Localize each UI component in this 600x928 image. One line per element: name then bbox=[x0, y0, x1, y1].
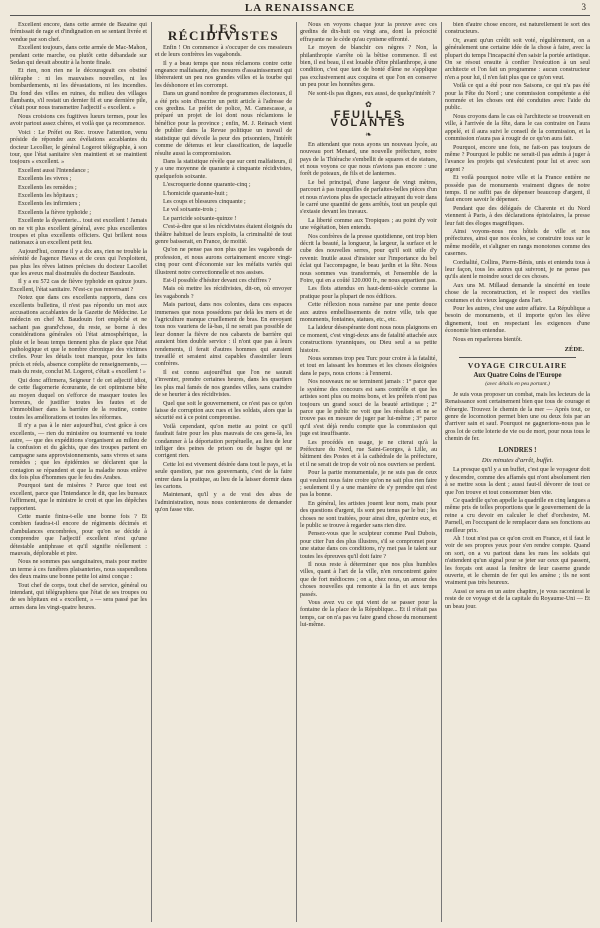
paragraph: Aussi ce sera en un autre chapitre, je vous raconterai le reste de ce voyage et de la capitale du Royaume-Uni — Et un beau jour. bbox=[445, 588, 590, 610]
section-rule bbox=[459, 357, 576, 358]
article-signature: ZÉDE. bbox=[564, 346, 584, 354]
paragraph: Ah ! tout n'est pas ce qu'on croit en France, et il faut le voir de ses propres yeux pour s'en rendre compte. Quand on sort, on a vu partout dans les rues les soldats qui n'attendent qu'un signal pour se jeter sur ceux qui passent, les forçats ont aussi la fenêtre de leur caserne grande ouverte, et le chemin de fer qui les amène ; ils ne sont vraiment pas très heureux. bbox=[445, 536, 590, 587]
paragraph: Qu'on ne pense pas non plus que les vagabonds de profession, et nous aurons certainement encore vingt-cinq pour cent d'économie sur les méfaits variés qui illustrent notre correctionnelle et nos assises. bbox=[155, 247, 292, 276]
column-3-bottom-body bbox=[300, 142, 437, 630]
paragraph: Pendant que des délégués de Charente et du Nord viennent à Paris, à des déclarations épistolaires, la presse leur fait des éloges magnifiques. bbox=[445, 205, 590, 227]
paragraph: Dans la statistique révèle que sur cent malfaiteurs, il y a une moyenne de quarante à cinquante récidivistes, quelquefois soixante. bbox=[155, 158, 292, 180]
paragraph: Ne sont-ils pas dignes, eux aussi, de quelqu'intérêt ? bbox=[308, 90, 436, 97]
paragraph: En général, les artistes jouent leur nom, mais pour des questions d'argent, ils sont peu tenus par le but ; les choses ne sont traitées, pour ainsi dire, qu'entre eux, et le public se trouve à regarder sans rien dire. bbox=[300, 500, 437, 529]
paragraph: Notez que dans ces excellents rapports, dans ces excellents bulletins, il n'est pas répondu un mot aux accusations accablantes de la Gazette de Médecine. Le médecin en chef M. Baudouin fort empêché et ne sachant pas grand'chose, du reste, se borne à des considérations générales où l'état atmosphérique, la pluie et le beau temps tiennent plus de place que l'état pathologique et que le nombre chronique des victimes civiles. Pour les détails tout manque, pour les faits précis et réels, absence complète de renseignements, — mais du reste, conclut M. Logerot, c'était « excellent ! » bbox=[10, 295, 147, 376]
paragraph: Cette réflexion nous ramène par une pente douce aux autres embellissements de notre ville, tels que monuments, fontaines, statues, etc., etc. bbox=[300, 302, 437, 324]
paragraph: Le bel principal, d'une largeur de vingt mètres, parcourt à pas tranquilles de parfaites-belles pièces d'un et nous n'avions plus de spectacle attrayant du voir dans le carré une quantité de gens arrêtés, tout un peuple qui s'extasie devant les travaux. bbox=[300, 179, 437, 216]
paragraph: Qui donc affirmera, Seigneur ! de cet adjectif idiot, de cette flagornerie écœurante, de cet optimisme bête au moyen duquel on s'efforce de masquer toutes les horreurs, de justifier toutes les fautes et de s'immobiliser dans la barrière de la routine, contre toutes les améliorations et toutes les réformes. bbox=[10, 377, 147, 421]
article-intro: Je suis vous proposer un combat, mais les lecteurs de la Renaissance sont certainement bien que tous de courage et d'énergie. Trouvez le chemin de la mer — Après tout, ce genre de locomotion permet bien une ou deux fois par an d'arriver sain et sauf. Pourquoi ne gagnerions-nous pas le gros lot de cette loterie de vie ou de mort, pour nous tous le chemin de fer. bbox=[445, 391, 590, 443]
column-divider bbox=[151, 22, 152, 922]
paragraph: Excellents les remèdes ; bbox=[18, 184, 77, 191]
column-divider bbox=[296, 22, 297, 922]
paragraph: Aux uns M. Millaud demande la sincérité en toute chose de la reconstruction, et le respect des vieilles coutumes et du vieux langage dans l'art. bbox=[445, 282, 590, 304]
column-4-bottom-body bbox=[445, 467, 590, 611]
paragraph: L'escroquerie donne quarante-cinq ; bbox=[163, 182, 251, 189]
article-title-voyage: VOYAGE CIRCULAIRE bbox=[467, 361, 568, 371]
column-1-body bbox=[10, 22, 147, 612]
paragraph: Ainsi voyons-nous nos hôtels de ville et nos préfectures, ainsi que nos écoles, se construire tous sur le même modèle, et s'aligner en rangs monotones comme des casernes. bbox=[445, 228, 590, 258]
paragraph: Le vol soixante-trois ; bbox=[163, 207, 217, 214]
paragraph: Cette loi est vivement désirée dans tout le pays, et la seule question, par nos gouvernants, c'est de la faire entrer dans la pratique, au lieu de la laisser dormir dans les cartons. bbox=[155, 461, 292, 490]
paragraph: Nous en voyons chaque jour la preuve avec ces gredins de dix-huit ou vingt ans, dont la précocité effrayante ne le cède qu'au cynisme effronté. bbox=[300, 22, 437, 43]
article-note: (avec détails en peu portant.) bbox=[485, 381, 550, 388]
paragraph: Nous en reparlerons bientôt. bbox=[453, 336, 523, 343]
paragraph: Enfin ! On commence à s'occuper de ces messieurs et de leurs confrères les vagabonds. bbox=[155, 44, 292, 59]
paragraph: Nous sommes trop peu Turc pour croire à la fatalité, et tout en laissant les hommes et les choses éloignées dans le pays, nous crions : à l'ennemi. bbox=[300, 356, 437, 377]
column-2 bbox=[155, 22, 292, 922]
paragraph: Tout chef de corps, tout chef de service, général ou intendant, qui télégraphiera que l'état de ses troupes ou de ses hôpitaux est « excellent, » — sera passé par les armes dans les vingt-quatre heures. bbox=[10, 582, 147, 611]
paragraph: Aujourd'hui, comme il y a dix ans, rien ne trouble la sérénité de l'agence Havas et de ceux qui l'exploitent, pas plus les rêves latines précises du docteur Lacollet que les aveux mal dissimulés du docteur Baudouin. bbox=[10, 248, 147, 277]
column-divider bbox=[441, 22, 442, 922]
column-2-body bbox=[155, 45, 292, 515]
paragraph: Excellent encore, dans cette armée de Bazaine qui frémissait de rage et d'indignation en se sentant livrée et vendue par son chef. bbox=[10, 22, 147, 43]
paragraph: Pourquoi, encore une fois, ne fait-on pas toujours de même ? Pourquoi le public ne serait-il pas admis à juger à l'avance les projets qui s'exécutent pour lui et avec son argent ? bbox=[445, 144, 590, 173]
column-4 bbox=[445, 22, 590, 922]
paragraph: Excellent toujours, dans cette armée de Mac-Mahon, pendant cette marche, ou plutôt cette débandade sur Sedan qui devait aboutir à la honte finale. bbox=[10, 45, 147, 67]
paragraph: Mais partout, dans nos colonies, dans ces espaces immenses que nous possédons par delà les mers et de l'agriculture manque cruellement de bras. En envoyant tous nos vauriens de là-bas, il ne serait pas possible de leur donner la fièvre de nos cabarets de barrière qui auraient bien double service : il n'ont que pas à leurs rendements, il ferait d'autres hommes qui auraient travaillé et seraient ainsi capables d'assimiler leurs confrères. bbox=[155, 302, 292, 368]
paragraph: Excellente la dysenterie... tout est excellent ! Jamais on ne vit plus excellent général, avec plus excellentes troupes et plus excellents officiers. Qui brillent nous nationaux à un excellent petit feu. bbox=[10, 218, 147, 247]
paragraph: Nos nouveaux ne se terminent jamais : 1° parce que le système des concours est sans contrôle et que les artistes sont plus ou moins bons, et les préfets n'ont pas toujours un grand souci de la beauté artistique ; 2° parce que le public ne voit que les résultats et ne se trouve pas en mesure de juger par lui-même ; 3° parce qu'il s'est déjà rendu compte que la commission qui juge est insuffisante. bbox=[300, 379, 437, 438]
paragraph: Le moyen de blanchir ces nègres ? Non, la philanthropie s'arrête où la bêtise commence. Il est bien, il est beau, il est louable d'être philanthrope, à une condition, c'est que tant de bonté d'âme ne s'applique pas exclusivement aux coquins et que l'on en conserve un peu pour les honnêtes gens. bbox=[300, 45, 437, 89]
paragraph: La laideur désespérante dont nous nous plaignons en ce moment, c'est vingt-deux ans de fatalité attachée aux constructions tyranniques, ou Dieu seul a sa petite histoire. bbox=[300, 325, 437, 354]
paragraph: Cette manie finira-t-elle une bonne fois ? Et combien faudra-t-il encore de régiments décimés et d'ambulances encombrées, pour qu'on se décide à comprendre que l'adjectif excellent n'est qu'une détestable antiphrase et qu'il signifie réellement : mauvais, déplorable et pire. bbox=[10, 514, 147, 558]
paragraph: Dans un grand nombre de programmes électoraux, il a été pris soin d'inscrire un petit article à l'adresse de ces gredins. Le préfet de police, M. Camescasse, a préparé un projet de loi dont nous réclamions le bénéfice pour la province ; enfin, M. J. Reinach vient de publier dans la Revue politique un travail de statistique qui dévoile la peur des prisonniers, l'intérêt comme de détenus et leur classification, de laquelle résulte aussi la compromission. bbox=[155, 91, 292, 157]
newspaper-title: LA RENAISSANCE bbox=[244, 2, 356, 14]
paragraph: bien d'autre chose encore, est naturellement le sort des constructeurs. bbox=[445, 22, 590, 36]
page-number: 3 bbox=[581, 2, 586, 12]
paragraph: Les procédés en usage, je ne citerai qu'à la Préfecture du Nord, rue Saint-Georges, à Lille, au bâtiment des Postes et à la cathédrale de la préfecture, et il ne serait de trop de voir où nos ouvriers se perdent. bbox=[300, 439, 437, 468]
paragraph: Mais où mettre les récidivistes, dit-on, où envoyer les vagabonds ? bbox=[155, 286, 292, 300]
paragraph: Il n'y a pas à le nier aujourd'hui, c'est grâce à ces excellents, — rien du ministère ou tourmenté vu toute autre, — que des expéditions s'organisent au milieu de la confusion et du gâchis, que des troupes partent en campagne sans approvisionnements, sans vivres et sans remèdes ; que les épidémies se déclarent que la contagion se répandent et que la maladie nous enlève dix fois plus d'hommes que le feu des Arabes. bbox=[10, 423, 147, 481]
paragraph: La presque qu'il y a un buffet, c'est que le voyageur doit y descendre, comme des affamés qui n'ont absolument rien à se mettre sous la dent ; aussi faut-il dévorer de tout ce que l'on trouve et tout consommer bien vite. bbox=[445, 467, 590, 496]
paragraph: L'homicide quarante-huit ; bbox=[163, 190, 228, 197]
paragraph: Nous ne sommes pas sanguinaires, mais pour mettre un terme à ces funèbres plaisanteries, nous suspendions des deux mains une bonne petite loi ainsi conçue : bbox=[10, 559, 147, 581]
paragraph: Voilà cependant, qu'on mette au point ce qu'il faudrait faire pour les plus mauvais de ces gens-là, les condamner à la déportation perpétuelle, au lieu de leur infliger des peines de prison ou de bagne qui ne corrigent rien. bbox=[155, 423, 292, 460]
paragraph: Les flots attendus en haut-demi-siècle comme la pratique pour la plupart de nos édifices. bbox=[300, 286, 437, 300]
paragraph: Vous avez vu ce qui vient de se passer pour la fontaine de la place de la République... Et il n'était pas temps, car on n'a pas vu faire grand chose du monument lui-même. bbox=[300, 600, 437, 629]
paragraph: Les coups et blessures cinquante ; bbox=[163, 198, 246, 205]
paragraph: Nous croisions ces fugitives lueurs termes, pour les avoir partout assez chères, et voilà que ça recommence. bbox=[10, 113, 147, 128]
paragraph: La liberté comme aux Tropiques ; au point d'y voir une végétation, bien entendu. bbox=[300, 217, 437, 232]
paragraph: Il nous reste à déterminer que nos plus humbles villes, quant à l'art de la ville, n'en rencontrent guère que de fort médiocres ; on a, chez nous, un amour des choses nouvelles qui remonte à la fin et aux temps passés. bbox=[300, 562, 437, 598]
page-header bbox=[10, 0, 590, 16]
article-title-recidivistes: LES RÉCIDIVISTES bbox=[167, 22, 280, 44]
chapter-heading: Dix minutes d'arrêt, buffet. bbox=[481, 456, 554, 464]
paragraph: Ce quadrille qu'on appelle la quadrille en cinq langues a même pris de telles proportions que le gouvernement de la reine a cru devoir en calculer le chef d'orchestre, M. Parnell, en l'occupant de le remplacer dans ses fonctions au meilleur prix. bbox=[445, 497, 590, 534]
paragraph: Et voilà pourquoi notre ville et la France entière ne possède pas de monuments vraiment dignes de notre temps. Il ne suffit pas de dépenser beaucoup d'argent, il faut encore savoir le dépenser. bbox=[445, 175, 590, 204]
paragraph: Nous croyons dans le cas où l'architecte se trouverait en ville, à l'arrivée de la fête, dans le cas contraire on l'aura appelé, et il aura suivi le conseil de la commission, et la commission n'aura pas à rougir de ce qu'on aura fait. bbox=[445, 113, 590, 143]
paragraph: Voici : Le Préfet ou Rec. trouve l'attention, venu préside de répondre aux évélations accablantes du docteur Lecollier, le général Logerot télégraphie, à son tour, que l'état sanitaire s'en maintient et se maintient toujours « excellent. » bbox=[10, 129, 147, 166]
paragraph: C'est-à-dire que si les récidivistes étaient éloignés du théâtre habituel de leurs exploits, la criminalité de tout genre baisserait, en France, de moitié. bbox=[155, 224, 292, 245]
column-4-top-body bbox=[445, 22, 590, 344]
paragraph: Est-il possible d'hésiter devant ces chiffres ? bbox=[163, 278, 271, 284]
ornament-icon: ✿ bbox=[365, 100, 372, 110]
place-heading: LONDRES ! bbox=[498, 445, 537, 454]
paragraph: Et rien, non rien ne le décourageait ces obstiné téléraphe : ni les mauvaises nouvelles, ni les bombardements, ni les dévastations, ni les incendies. Du fond des villes en ruines, du milieu des villages flambants, s'il restait un dernier fil et une dernière pile, c'était pour nous transmettre l'adjectif « excellent. » bbox=[10, 68, 147, 112]
paragraph: Excellents la fièvre typhoïde ; bbox=[18, 209, 92, 216]
article-title-feuilles-volantes: FEUILLES VOLANTES bbox=[330, 109, 407, 129]
paragraph: Il est connu aujourd'hui que l'on ne saurait s'inventer, prendre certaines heures, dans les quartiers les plus mal famés de nos grandes villes, sans craindre de se heurter à des récidivistes. bbox=[155, 369, 292, 399]
column-1 bbox=[10, 22, 147, 922]
paragraph: Pensez-vous que le sculpteur comme Paul Dubois, pour citer l'un des plus illustres, s'il se compromet pour une statue dans ces conditions, n'y met pas le talent sur toutes les épreuves qu'il doit faire ? bbox=[300, 531, 437, 560]
paragraph: Excellents les hôpitaux ; bbox=[18, 192, 78, 199]
paragraph: En attendant que nous ayons un nouveau lycée, au nouveau port Menard, une nouvelle préfecture, notre pays de la Thiérache s'embellit de squares et de statues, et nous voyons ce que nous n'avions pas encore : une forêt de poteaux, de fils et de lanternes. bbox=[300, 141, 437, 178]
paragraph: Il y a eu 572 cas de fièvre typhoïde en quinze jours. Excellent, l'état sanitaire. N'est-ce pas renversant ? bbox=[10, 279, 147, 293]
paragraph: Maintenant, qu'il y a de vrai des abus de l'administration, nous nous contenterons de demander qu'on fasse vite. bbox=[155, 492, 292, 514]
paragraph: Le parricide soixante-quinze ! bbox=[163, 215, 237, 222]
paragraph: Cordialité, Collins, Pierre-Bénis, unis et entendu tous à leur façon, tous les autres qui suivront, je ne pense pas qu'ils aient le moindre souci de ces choses. bbox=[445, 259, 590, 281]
column-3-top-body bbox=[300, 22, 437, 98]
paragraph: Il y a beau temps que nous réclamons contre cette engeance malfaisante, des mesures d'assainissement qui libèreraient un peu nos grandes villes et la tourbe qui les déshonore et les corrompt. bbox=[155, 60, 292, 89]
article-subtitle: Aux Quatre Coins de l'Europe bbox=[473, 371, 562, 379]
ornament-icon: ❧ bbox=[365, 130, 372, 140]
paragraph: Pour les autres, c'est une autre affaire. La République a besoin de monuments, et il importe qu'on les élève dignement, tout en respectant les exigences d'une économie bien entendue. bbox=[445, 306, 590, 335]
paragraph: Or, avant qu'un crédit soit voté, régulièrement, on a généralement une certaine idée de la chose à faire, avec la plupart du temps l'incapacité d'en saisir la portée artistique. On se résout ensuite à confier l'exécution à un seul architecte et l'on fait un programme : aucun constructeur n'en a pour lui, il n'en fait plus que ce qu'on veut. bbox=[445, 37, 590, 81]
paragraph: Pour la partie monumentale, je ne suis pas de ceux qui veulent nous faire croire qu'on ne sait plus rien faire ; seulement il y a une manière de s'y prendre qui n'est pas la bonne. bbox=[300, 470, 437, 499]
paragraph: Nos confrères de la presse quotidienne, ont trop bien décrit la beauté, la longueur, la largeur, la surface et le cube des nouvelles serres, pour qu'il soit utile d'y revenir. Inutile aussi d'insister sur l'importance du bel éclat qui l'accompagne, le beau jardin et la fête. Nous nous sommes vus transformés, et l'ensemble de la Foire, qui en a coûté 120.000 fr., ne nous appartient pas. bbox=[300, 233, 437, 284]
paragraph: Pourquoi tant de misères ? Parce que tout est excellent, parce que l'Intendance le dit, que les bureaux l'affirment, que le ministre le croit et que les dépêches rapportent. bbox=[10, 483, 147, 512]
paragraph: Voilà ce qui a été pour nos Saisons, ce qui n'a pas été pour la Fête du Nord ; une commission compétente a été nommée et les choses ont été conduites avec l'aide du public. bbox=[445, 83, 590, 112]
paragraph: Excellents les vivres ; bbox=[18, 176, 72, 183]
paragraph: Excellents les infirmiers ; bbox=[18, 201, 81, 208]
column-3 bbox=[300, 22, 437, 922]
paragraph: Quel que soit le gouvernement, ce n'est pas ce qu'on laisse de corruption aux rues et les soldats, alors que la sécurité est à ce point compromise. bbox=[155, 400, 292, 422]
paragraph: Excellent aussi l'Intendance ; bbox=[18, 167, 89, 174]
